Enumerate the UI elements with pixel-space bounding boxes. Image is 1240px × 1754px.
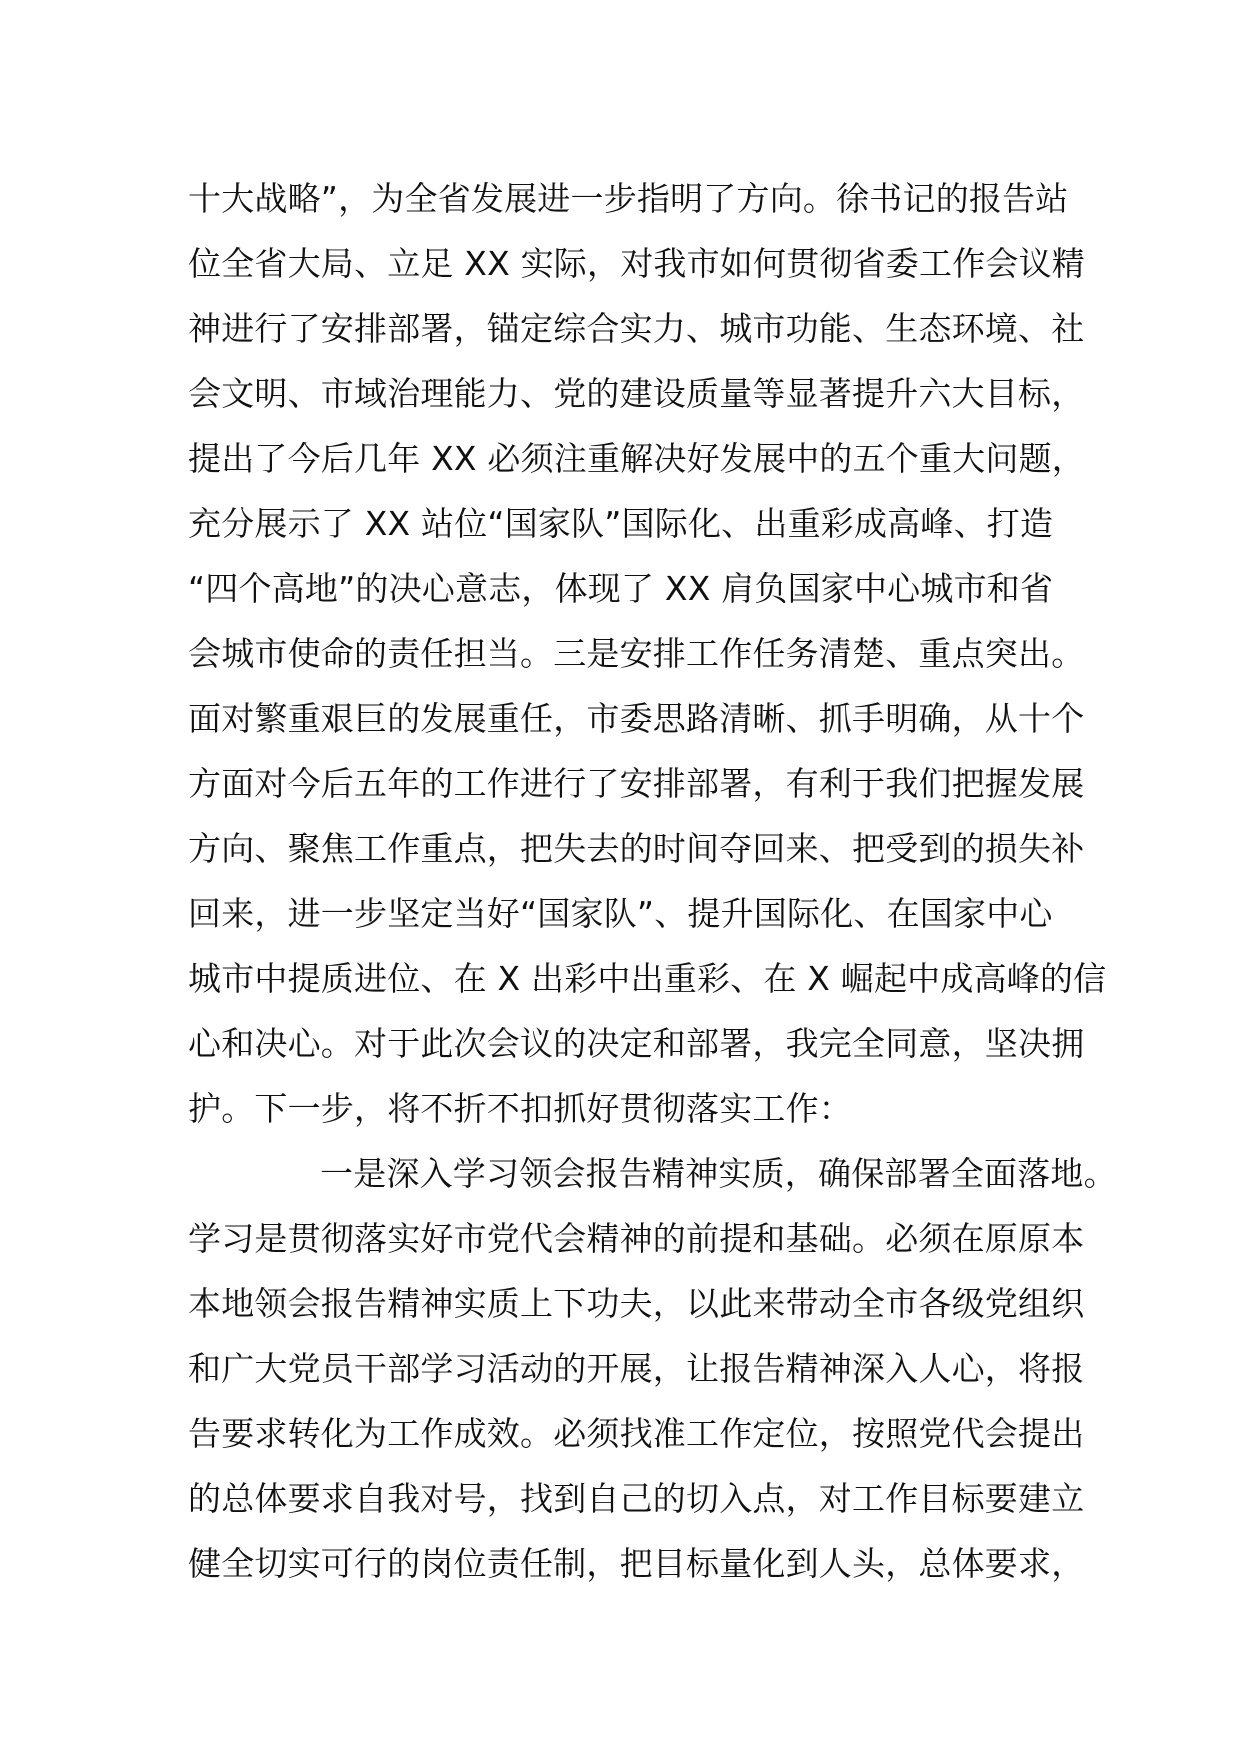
text-line-7: “四个高地”的决心意志，体现了 XX 肩负国家中心城市和省: [188, 569, 1054, 608]
text-line-11: 方向、聚焦工作重点，把失去的时间夺回来、把受到的损失补: [188, 829, 1085, 868]
text-line-3: 神进行了安排部署，锚定综合实力、城市功能、生态环境、社: [188, 309, 1085, 348]
text-line-12: 回来，进一步坚定当好“国家队”、提升国际化、在国家中心: [188, 894, 1053, 933]
text-line-18: 本地领会报告精神实质上下功夫，以此来带动全市各级党组织: [188, 1284, 1085, 1323]
text-line-1: 十大战略”，为全省发展进一步指明了方向。徐书记的报告站: [188, 179, 1069, 218]
paragraph-heading: 一是深入学习领会报告精神实质，确保部署全面落地。: [320, 1154, 1117, 1193]
text-line-17: 学习是贯彻落实好市党代会精神的前提和基础。必须在原原本: [188, 1219, 1085, 1258]
text-line-14: 心和决心。对于此次会议的决定和部署，我完全同意，坚决拥: [188, 1024, 1085, 1063]
text-line-10: 方面对今后五年的工作进行了安排部署，有利于我们把握发展: [188, 764, 1085, 803]
text-line-22: 健全切实可行的岗位责任制，把目标量化到人头，总体要求，: [188, 1544, 1085, 1583]
text-line-2: 位全省大局、立足 XX 实际，对我市如何贯彻省委工作会议精: [188, 244, 1085, 283]
text-line-15: 护。下一步，将不折不扣抓好贯彻落实工作：: [188, 1089, 852, 1128]
body-text: [188, 166, 1117, 1596]
text-line-8: 会城市使命的责任担当。三是安排工作任务清楚、重点突出。: [188, 634, 1085, 673]
text-line-19: 和广大党员干部学习活动的开展，让报告精神深入人心，将报: [188, 1349, 1085, 1388]
text-line-5: 提出了今后几年 XX 必须注重解决好发展中的五个重大问题，: [188, 439, 1085, 478]
text-line-21: 的总体要求自我对号，找到自己的切入点，对工作目标要建立: [188, 1479, 1085, 1518]
text-line-4: 会文明、市域治理能力、党的建设质量等显著提升六大目标，: [188, 374, 1085, 413]
text-line-6: 充分展示了 XX 站位“国家队”国际化、出重彩成高峰、打造: [188, 504, 1054, 543]
text-line-13: 城市中提质进位、在 X 出彩中出重彩、在 X 崛起中成高峰的信: [188, 959, 1107, 998]
text-line-20: 告要求转化为工作成效。必须找准工作定位，按照党代会提出: [188, 1414, 1085, 1453]
text-line-9: 面对繁重艰巨的发展重任，市委思路清晰、抓手明确，从十个: [188, 699, 1085, 738]
